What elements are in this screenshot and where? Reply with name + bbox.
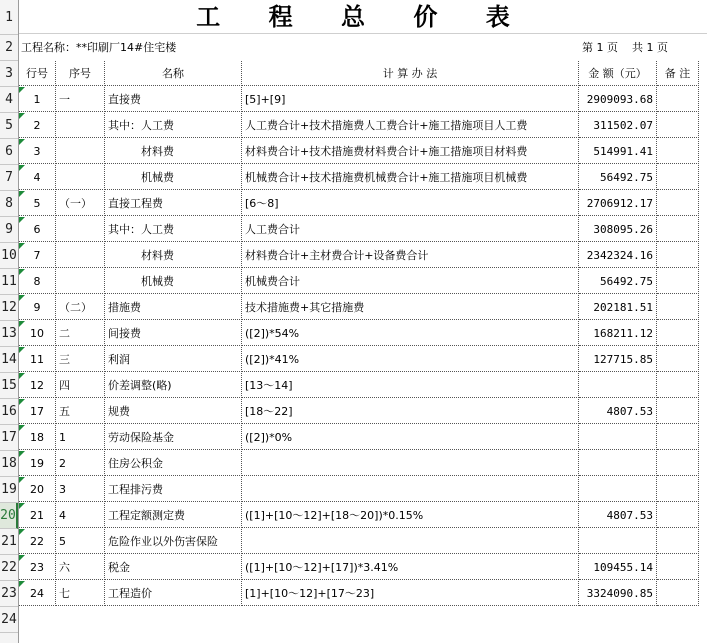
table-row (19, 425, 707, 451)
cell-remarks[interactable] (657, 269, 699, 294)
error-indicator-icon (19, 295, 25, 301)
cell-amount[interactable]: 56492.75 (579, 165, 657, 190)
cell-remarks[interactable] (657, 165, 699, 190)
row-number[interactable]: 19 (0, 477, 18, 503)
table-row (19, 503, 707, 529)
cell-name[interactable]: 机械费 (105, 269, 242, 294)
line-no-text: 1 (33, 93, 41, 106)
table-row (19, 295, 707, 321)
cell-amount[interactable]: 127715.85 (579, 347, 657, 372)
cell-line-no[interactable] (19, 321, 56, 346)
cell-name[interactable]: 材料费 (105, 243, 242, 268)
error-indicator-icon (19, 191, 25, 197)
table-row (19, 87, 707, 113)
cell-name[interactable]: 劳动保险基金 (105, 425, 242, 450)
error-indicator-icon (19, 87, 25, 93)
cell-amount[interactable]: 514991.41 (579, 139, 657, 164)
cell-method[interactable]: [18～22] (242, 399, 579, 424)
cell-line-no[interactable] (19, 581, 56, 606)
cell-seq[interactable]: 一 (56, 87, 105, 112)
header-method[interactable]: 计 算 办 法 (242, 61, 579, 86)
header-amount[interactable]: 金 额（元） (579, 61, 657, 86)
cell-seq[interactable] (56, 165, 105, 190)
line-no-text: 20 (30, 483, 44, 496)
line-no-text: 17 (30, 405, 44, 418)
cell-line-no[interactable] (19, 139, 56, 164)
cell-method[interactable]: [5]+[9] (242, 87, 579, 112)
cell-remarks[interactable] (657, 113, 699, 138)
line-no-text: 5 (33, 197, 41, 210)
cell-remarks[interactable] (657, 477, 699, 502)
cell-seq[interactable]: 五 (56, 399, 105, 424)
cell-method[interactable]: 材料费合计+主材费合计+设备费合计 (242, 243, 579, 268)
cell-name[interactable]: 工程定额测定费 (105, 503, 242, 528)
cell-method[interactable] (242, 451, 579, 476)
cell-seq[interactable]: 4 (56, 503, 105, 528)
cell-amount[interactable]: 56492.75 (579, 269, 657, 294)
cell-line-no[interactable] (19, 477, 56, 502)
table-row (19, 529, 707, 555)
cell-remarks[interactable] (657, 191, 699, 216)
cell-seq[interactable] (56, 113, 105, 138)
cell-line-no[interactable] (19, 295, 56, 320)
cell-name[interactable]: 直接费 (105, 87, 242, 112)
line-no-text: 23 (30, 561, 44, 574)
row-number[interactable]: 11 (0, 269, 18, 295)
error-indicator-icon (19, 269, 25, 275)
cell-line-no[interactable] (19, 243, 56, 268)
row-number[interactable]: 3 (0, 61, 18, 87)
cell-method[interactable]: 人工费合计 (242, 217, 579, 242)
row-number[interactable]: 10 (0, 243, 18, 269)
cell-amount[interactable]: 311502.07 (579, 113, 657, 138)
cell-remarks[interactable] (657, 217, 699, 242)
cell-amount[interactable]: 202181.51 (579, 295, 657, 320)
row-number[interactable]: 8 (0, 191, 18, 217)
cell-remarks[interactable] (657, 399, 699, 424)
error-indicator-icon (19, 477, 25, 483)
table-row (19, 555, 707, 581)
error-indicator-icon (19, 425, 25, 431)
cell-method[interactable]: ([2])*41% (242, 347, 579, 372)
row-number[interactable]: 18 (0, 451, 18, 477)
cell-remarks[interactable] (657, 87, 699, 112)
cell-method[interactable]: 材料费合计+技术措施费材料费合计+施工措施项目材料费 (242, 139, 579, 164)
cell-method[interactable] (242, 529, 579, 554)
line-no-text: 24 (30, 587, 44, 600)
cell-seq[interactable]: 2 (56, 451, 105, 476)
cell-amount[interactable] (579, 373, 657, 398)
cell-name[interactable]: 税金 (105, 555, 242, 580)
cell-seq[interactable]: 1 (56, 425, 105, 450)
cell-line-no[interactable] (19, 529, 56, 554)
table-row (19, 165, 707, 191)
cell-method[interactable] (242, 477, 579, 502)
cell-line-no[interactable] (19, 217, 56, 242)
row-number[interactable]: 7 (0, 165, 18, 191)
line-no-text: 3 (33, 145, 41, 158)
table-row (19, 477, 707, 503)
line-no-text: 12 (30, 379, 44, 392)
cell-name[interactable]: 工程造价 (105, 581, 242, 606)
cell-seq[interactable]: 七 (56, 581, 105, 606)
error-indicator-icon (19, 243, 25, 249)
row-number[interactable]: 6 (0, 139, 18, 165)
column-header-row (19, 61, 707, 87)
cell-seq[interactable] (56, 243, 105, 268)
cell-amount[interactable]: 2342324.16 (579, 243, 657, 268)
cell-name[interactable]: 机械费 (105, 165, 242, 190)
error-indicator-icon (19, 503, 25, 509)
row-number[interactable]: 2 (0, 35, 18, 61)
table-row (19, 321, 707, 347)
cell-name[interactable]: 危险作业以外伤害保险 (105, 529, 242, 554)
line-no-text: 4 (33, 171, 41, 184)
row-number[interactable]: 4 (0, 87, 18, 113)
table-row (19, 451, 707, 477)
error-indicator-icon (19, 347, 25, 353)
line-no-text: 2 (33, 119, 41, 132)
cell-seq[interactable]: （二） (56, 295, 105, 320)
row-number[interactable]: 1 (0, 0, 18, 35)
cell-method[interactable]: ([1]+[10～12]+[17])*3.41% (242, 555, 579, 580)
row-number[interactable]: 24 (0, 607, 18, 633)
header-remarks[interactable]: 备 注 (657, 61, 699, 86)
cell-amount[interactable]: 308095.26 (579, 217, 657, 242)
error-indicator-icon (19, 399, 25, 405)
cell-remarks[interactable] (657, 581, 699, 606)
cell-seq[interactable]: （一） (56, 191, 105, 216)
cell-name[interactable]: 直接工程费 (105, 191, 242, 216)
header-name[interactable]: 名称 (105, 61, 242, 86)
line-no-text: 9 (33, 301, 41, 314)
row-number[interactable]: 21 (0, 529, 18, 555)
cell-remarks[interactable] (657, 503, 699, 528)
error-indicator-icon (19, 165, 25, 171)
cell-method[interactable]: ([2])*0% (242, 425, 579, 450)
cell-remarks[interactable] (657, 555, 699, 580)
line-no-text: 10 (30, 327, 44, 340)
cell-seq[interactable]: 5 (56, 529, 105, 554)
line-no-text: 21 (30, 509, 44, 522)
cell-line-no[interactable] (19, 191, 56, 216)
cell-name[interactable]: 材料费 (105, 139, 242, 164)
error-indicator-icon (19, 113, 25, 119)
cell-name[interactable]: 间接费 (105, 321, 242, 346)
line-no-text: 11 (30, 353, 44, 366)
cell-name[interactable]: 其中：人工费 (105, 217, 242, 242)
row-number[interactable]: 13 (0, 321, 18, 347)
cell-amount[interactable] (579, 529, 657, 554)
line-no-text: 22 (30, 535, 44, 548)
cell-amount[interactable]: 2706912.17 (579, 191, 657, 216)
cell-method[interactable]: [6～8] (242, 191, 579, 216)
cell-line-no[interactable] (19, 113, 56, 138)
error-indicator-icon (19, 217, 25, 223)
cell-line-no[interactable] (19, 87, 56, 112)
cell-line-no[interactable] (19, 425, 56, 450)
error-indicator-icon (19, 581, 25, 587)
cell-seq[interactable]: 六 (56, 555, 105, 580)
table-row (19, 269, 707, 295)
cell-amount[interactable]: 4807.53 (579, 399, 657, 424)
table-row (19, 113, 707, 139)
cell-seq[interactable]: 三 (56, 347, 105, 372)
line-no-text: 6 (33, 223, 41, 236)
cell-amount[interactable] (579, 477, 657, 502)
row-number[interactable]: 12 (0, 295, 18, 321)
cell-remarks[interactable] (657, 321, 699, 346)
cell-name[interactable]: 利润 (105, 347, 242, 372)
error-indicator-icon (19, 139, 25, 145)
cell-amount[interactable]: 109455.14 (579, 555, 657, 580)
cell-seq[interactable] (56, 269, 105, 294)
line-no-text: 19 (30, 457, 44, 470)
line-no-text: 18 (30, 431, 44, 444)
error-indicator-icon (19, 555, 25, 561)
cell-name[interactable]: 价差调整(略) (105, 373, 242, 398)
cell-line-no[interactable] (19, 503, 56, 528)
cell-method[interactable]: 技术措施费+其它措施费 (242, 295, 579, 320)
cell-line-no[interactable] (19, 399, 56, 424)
page-info-cell[interactable]: 第 1 页 共 1 页 (582, 41, 668, 54)
row-number[interactable]: 15 (0, 373, 18, 399)
table-row (19, 581, 707, 607)
cell-grid (19, 0, 707, 643)
row-number[interactable]: 5 (0, 113, 18, 139)
cell-remarks[interactable] (657, 295, 699, 320)
row-number[interactable]: 20 (0, 503, 18, 529)
sheet-title[interactable]: 工 程 总 价 表 (19, 0, 707, 34)
row-number[interactable]: 17 (0, 425, 18, 451)
project-name-cell[interactable]: 工程名称：**印刷厂14#住宅楼 (21, 41, 177, 54)
cell-amount[interactable] (579, 425, 657, 450)
cell-seq[interactable] (56, 139, 105, 164)
cell-remarks[interactable] (657, 425, 699, 450)
cell-amount[interactable] (579, 451, 657, 476)
cell-amount[interactable]: 4807.53 (579, 503, 657, 528)
row-number[interactable]: 22 (0, 555, 18, 581)
cell-remarks[interactable] (657, 139, 699, 164)
header-line-no[interactable]: 行号 (19, 61, 56, 86)
error-indicator-icon (19, 529, 25, 535)
cell-method[interactable]: [1]+[10～12]+[17～23] (242, 581, 579, 606)
cell-method[interactable]: ([2])*54% (242, 321, 579, 346)
cell-line-no[interactable] (19, 165, 56, 190)
cell-remarks[interactable] (657, 373, 699, 398)
cell-line-no[interactable] (19, 555, 56, 580)
cell-remarks[interactable] (657, 451, 699, 476)
cell-amount[interactable]: 168211.12 (579, 321, 657, 346)
row-number[interactable]: 16 (0, 399, 18, 425)
cell-method[interactable]: [13～14] (242, 373, 579, 398)
table-row (19, 347, 707, 373)
row-number[interactable]: 14 (0, 347, 18, 373)
line-no-text: 7 (33, 249, 41, 262)
cell-name[interactable]: 工程排污费 (105, 477, 242, 502)
cell-remarks[interactable] (657, 243, 699, 268)
cell-name[interactable]: 其中：人工费 (105, 113, 242, 138)
table-row (19, 139, 707, 165)
cell-method[interactable]: 机械费合计 (242, 269, 579, 294)
table-row (19, 191, 707, 217)
cell-line-no[interactable] (19, 269, 56, 294)
table-row (19, 243, 707, 269)
line-no-text: 8 (33, 275, 41, 288)
cell-amount[interactable]: 3324090.85 (579, 581, 657, 606)
cell-line-no[interactable] (19, 373, 56, 398)
row-number[interactable]: 23 (0, 581, 18, 607)
cell-method[interactable]: 人工费合计+技术措施费人工费合计+施工措施项目人工费 (242, 113, 579, 138)
cell-name[interactable]: 规费 (105, 399, 242, 424)
cell-seq[interactable]: 3 (56, 477, 105, 502)
error-indicator-icon (19, 321, 25, 327)
cell-remarks[interactable] (657, 347, 699, 372)
cell-amount[interactable]: 2909093.68 (579, 87, 657, 112)
error-indicator-icon (19, 451, 25, 457)
cell-seq[interactable] (56, 217, 105, 242)
cell-remarks[interactable] (657, 529, 699, 554)
cell-name[interactable]: 措施费 (105, 295, 242, 320)
header-seq[interactable]: 序号 (56, 61, 105, 86)
row-number[interactable]: 9 (0, 217, 18, 243)
table-row (19, 373, 707, 399)
row-header-column (0, 0, 19, 643)
cell-seq[interactable]: 二 (56, 321, 105, 346)
error-indicator-icon (19, 373, 25, 379)
cell-method[interactable]: ([1]+[10～12]+[18～20])*0.15% (242, 503, 579, 528)
cell-method[interactable]: 机械费合计+技术措施费机械费合计+施工措施项目机械费 (242, 165, 579, 190)
cell-name[interactable]: 住房公积金 (105, 451, 242, 476)
cell-seq[interactable]: 四 (56, 373, 105, 398)
table-row (19, 217, 707, 243)
cell-line-no[interactable] (19, 451, 56, 476)
cell-line-no[interactable] (19, 347, 56, 372)
table-row (19, 399, 707, 425)
